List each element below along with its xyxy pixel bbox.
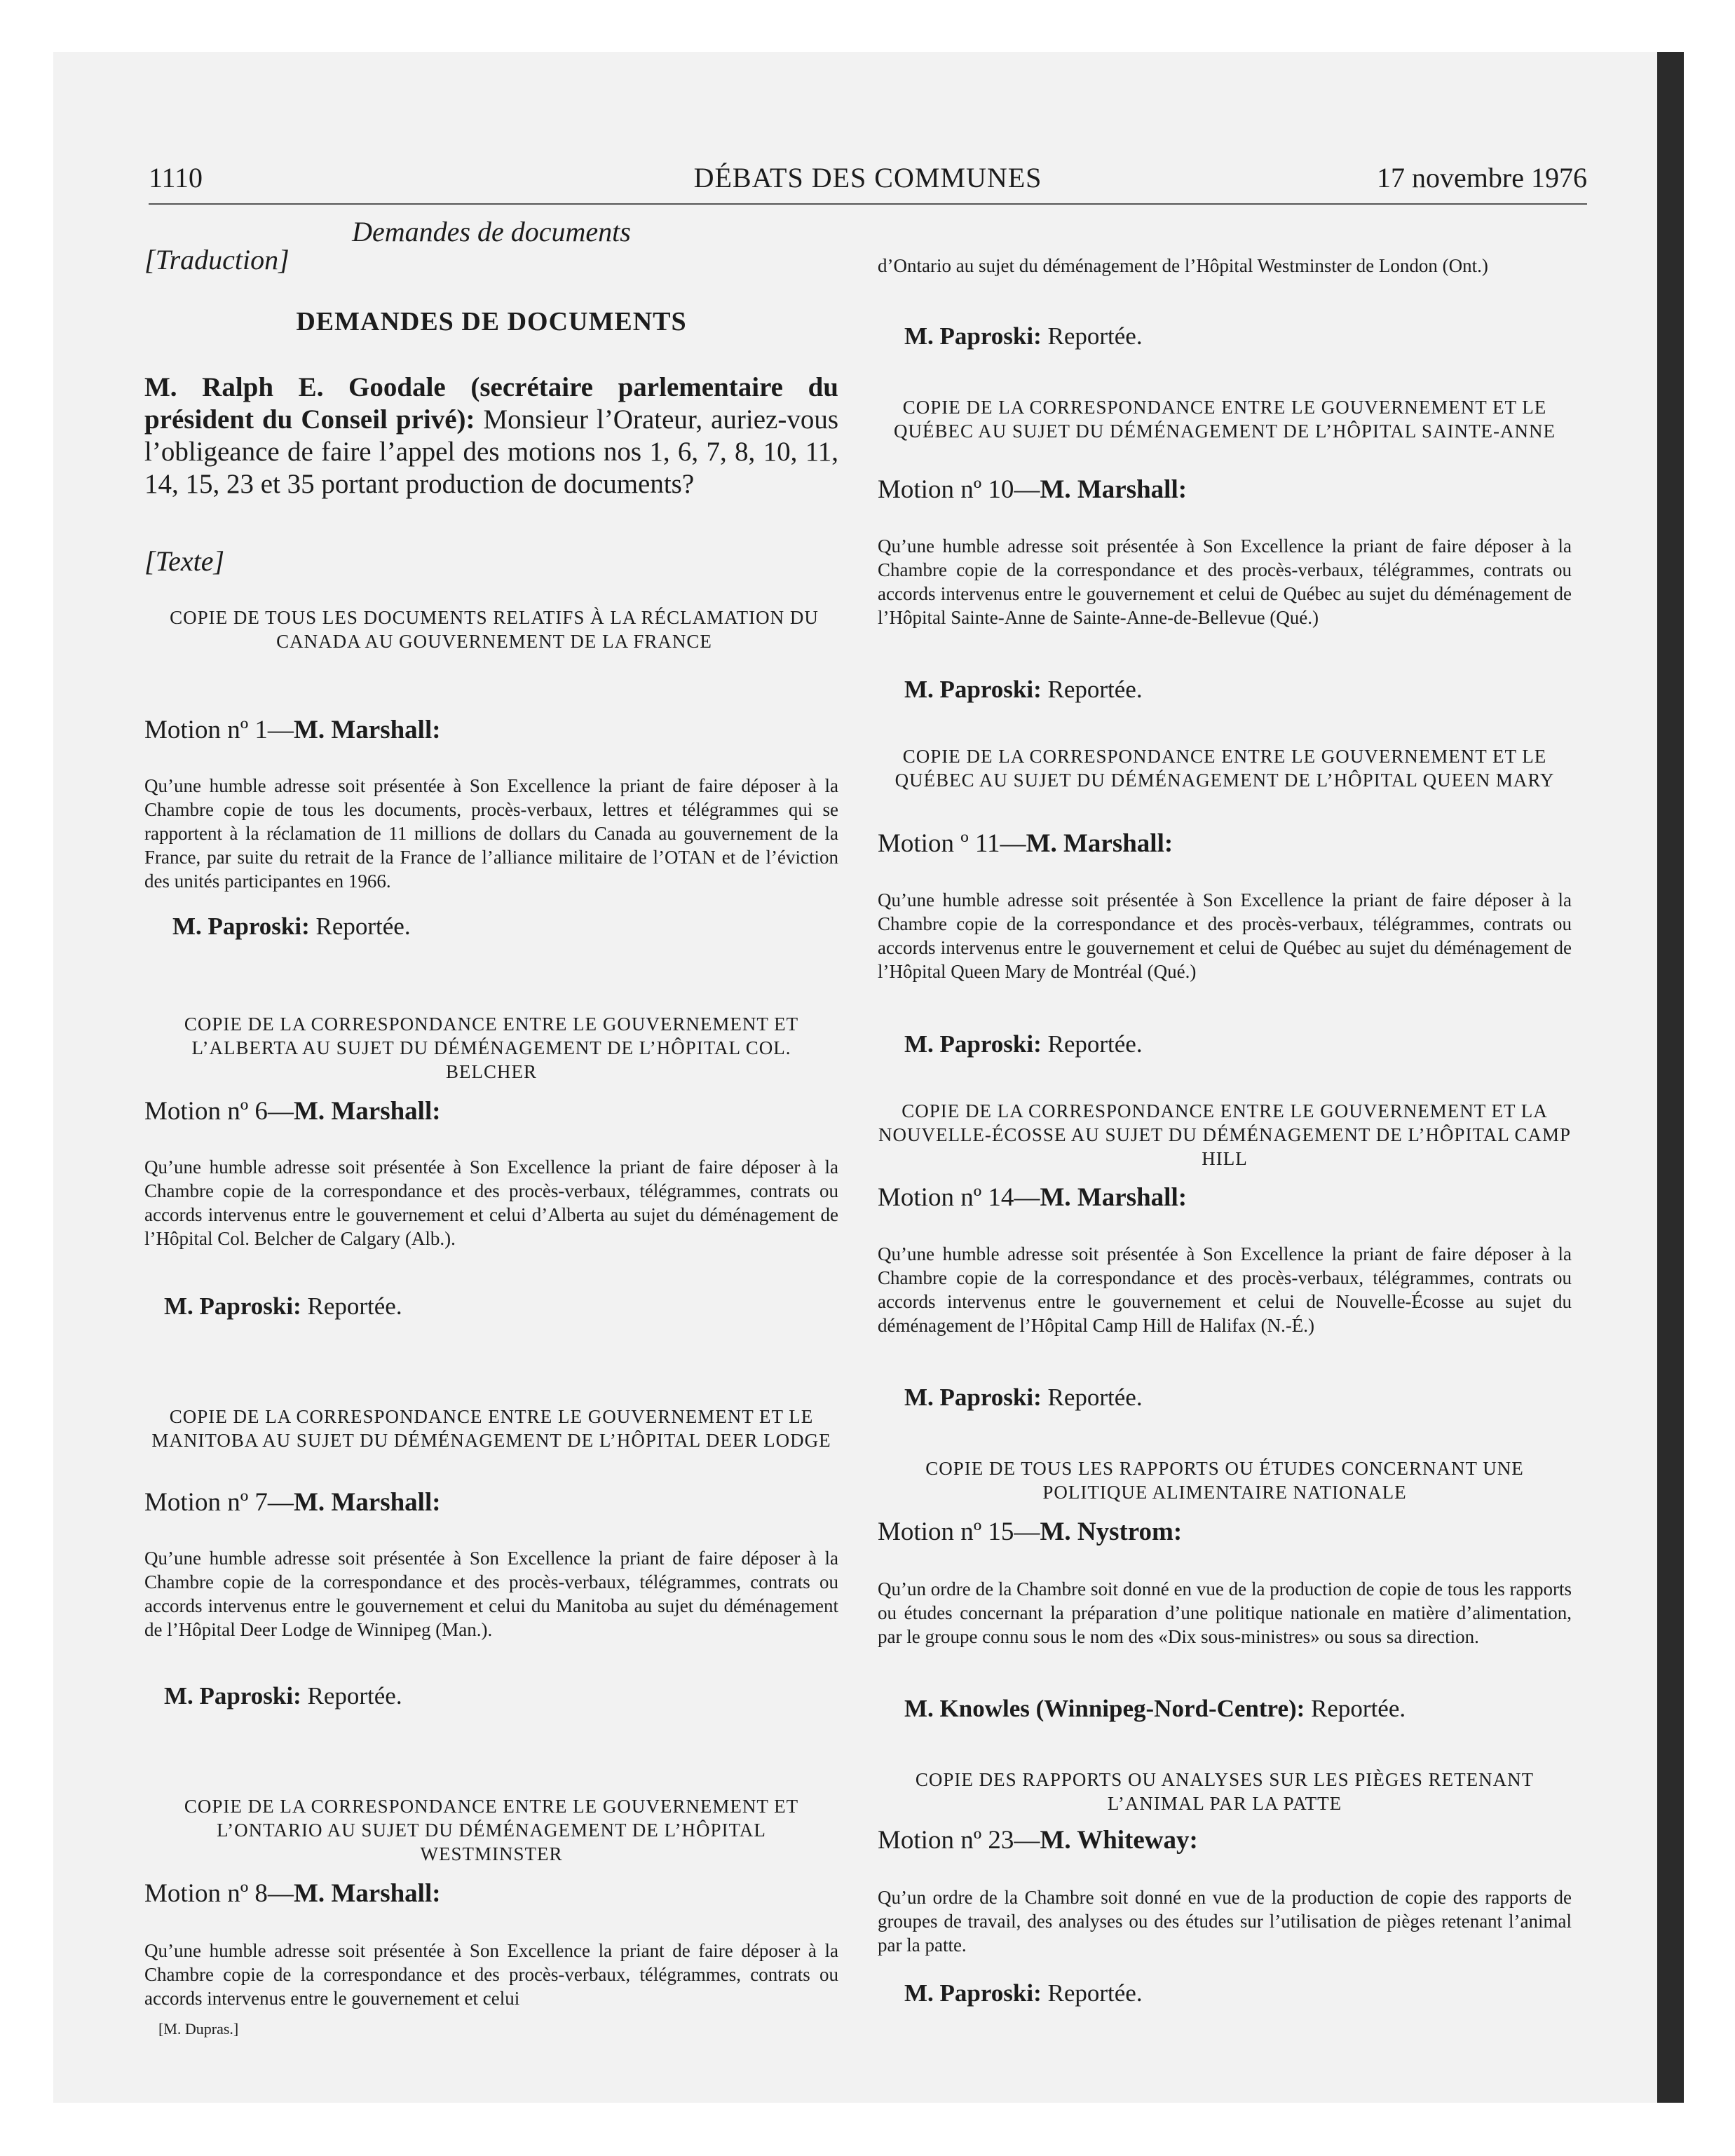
motion-number: Motion º 11— xyxy=(878,829,1026,858)
responder: M. Paproski: xyxy=(164,1292,301,1320)
motion-text: Qu’un ordre de la Chambre soit donné en vue de la production de copie des rapports de groupes de travail, des analyses ou des études sur l’utilisation de pièges retenant l’animal par la patte. xyxy=(878,1887,1572,1956)
motion-mover: M. Marshall: xyxy=(293,1488,441,1517)
motion-line xyxy=(144,1878,838,1909)
running-head: Demandes de documents xyxy=(352,216,631,247)
motion-line xyxy=(878,475,1572,505)
motion-number: Motion nº 15— xyxy=(878,1517,1040,1546)
page-number: 1110 xyxy=(149,162,203,193)
motion-number: Motion nº 10— xyxy=(878,475,1040,504)
motion-text: Qu’une humble adresse soit présentée à Son Excellence la priant de faire déposer à la Chambre copie de la correspondance et des procès-verbaux, télégrammes, contrats ou accords intervenus entre le gouvernement et celui de Nouvelle-Écosse au sujet du déménagement de l’Hôpital Camp Hill de Halifax (N.-É.) xyxy=(878,1243,1572,1336)
response: Reportée. xyxy=(307,1292,402,1320)
motion-line xyxy=(878,828,1572,859)
response: Reportée. xyxy=(1047,1030,1143,1058)
motion-line xyxy=(144,1487,838,1517)
motion-text: Qu’une humble adresse soit présentée à Son Excellence la priant de faire déposer à la Chambre copie de la correspondance et des procès-verbaux, télégrammes, contrats ou accords intervenus entre le gouvernement et celui de Québec au sujet du déménagement de l’Hôpital Sainte-Anne de Sainte-Anne-de-Bellevue (Qué.) xyxy=(878,535,1572,628)
intro-text: Monsieur l’Orateur, auriez-vous l’obligeance de faire l’appel des motions nos 1, 6, 7, 8, 10, 11, 14, 15, 23 et 35 portant production de documents? xyxy=(144,404,839,499)
response: Reportée. xyxy=(307,1682,402,1710)
item-heading: COPIE DE TOUS LES RAPPORTS OU ÉTUDES CONCERNANT UNE POLITIQUE ALIMENTAIRE NATIONALE xyxy=(925,1458,1524,1503)
response-line xyxy=(878,322,1572,350)
responder: M. Paproski: xyxy=(904,1384,1042,1411)
item-heading: COPIE DE TOUS LES DOCUMENTS RELATIFS À LA RÉCLAMATION DU CANADA AU GOUVERNEMENT DE LA FRANCE xyxy=(170,607,819,652)
motion-mover: M. Whiteway: xyxy=(1040,1826,1198,1855)
response-line xyxy=(878,1979,1572,2007)
item-heading: COPIE DES RAPPORTS OU ANALYSES SUR LES PIÈGES RETENANT L’ANIMAL PAR LA PATTE xyxy=(915,1769,1535,1814)
motion-text: Qu’un ordre de la Chambre soit donné en vue de la production de copie de tous les rapports ou études concernant la préparation d’une politique nationale en matière d’alimentation, par le groupe connu sous le nom des «Dix sous-ministres» ou sous sa direction. xyxy=(878,1578,1572,1647)
responder: M. Paproski: xyxy=(164,1682,301,1710)
motion-text: Qu’une humble adresse soit présentée à Son Excellence la priant de faire déposer à la Chambre copie de tous les documents, procès-verbaux, lettres et télégrammes qui se rapportent à la réclamation de 11 millions de dollars du Canada au gouvernement de la France, par suite du retrait de la France de l’alliance militaire de l’OTAN et de l’éviction des unités participantes en 1966. xyxy=(144,775,838,892)
responder: M. Paproski: xyxy=(904,322,1042,350)
right-column xyxy=(878,205,1572,2055)
response-line xyxy=(144,1682,838,1710)
page-header xyxy=(149,161,1587,205)
response: Reportée. xyxy=(1047,1979,1143,2007)
scan-edge xyxy=(1657,52,1684,2103)
motion-mover: M. Marshall: xyxy=(293,716,441,744)
responder: M. Paproski: xyxy=(904,676,1042,703)
item-heading: COPIE DE LA CORRESPONDANCE ENTRE LE GOUVERNEMENT ET L’ONTARIO AU SUJET DU DÉMÉNAGEMENT DE L’HÔPITAL WESTMINSTER xyxy=(184,1796,799,1864)
item-heading: COPIE DE LA CORRESPONDANCE ENTRE LE GOUVERNEMENT ET LE QUÉBEC AU SUJET DU DÉMÉNAGEMENT DE L’HÔPITAL QUEEN MARY xyxy=(894,746,1555,791)
response: Reportée. xyxy=(1311,1695,1406,1722)
motion-number: Motion nº 14— xyxy=(878,1183,1040,1212)
response: Reportée. xyxy=(1047,322,1143,350)
motion-mover: M. Marshall: xyxy=(1040,1183,1188,1212)
continuation-text: d’Ontario au sujet du déménagement de l’Hôpital Westminster de London (Ont.) xyxy=(878,255,1488,276)
motion-number: Motion nº 1— xyxy=(144,716,294,744)
motion-line xyxy=(878,1825,1572,1855)
responder: M. Paproski: xyxy=(172,913,310,940)
page-footer: [M. Dupras.] xyxy=(158,2020,239,2038)
publication-title: DÉBATS DES COMMUNES xyxy=(693,162,1042,193)
response-line xyxy=(144,913,838,941)
motion-text: Qu’une humble adresse soit présentée à Son Excellence la priant de faire déposer à la Chambre copie de la correspondance et des procès-verbaux, télégrammes, contrats ou accords intervenus entre le gouvernement et celui du Manitoba au sujet du déménagement de l’Hôpital Deer Lodge de Winnipeg (Man.). xyxy=(144,1548,838,1640)
left-column xyxy=(144,205,838,2055)
response-line xyxy=(878,676,1572,704)
response: Reportée. xyxy=(315,913,411,940)
responder: M. Paproski: xyxy=(904,1030,1042,1058)
intro-paragraph xyxy=(144,371,838,500)
motion-text: Qu’une humble adresse soit présentée à Son Excellence la priant de faire déposer à la Chambre copie de la correspondance et des procès-verbaux, télégrammes, contrats ou accords intervenus entre le gouvernement et celui d’Alberta au sujet du déménagement de l’Hôpital Col. Belcher de Calgary (Alb.). xyxy=(144,1157,838,1249)
motion-mover: M. Nystrom: xyxy=(1040,1517,1183,1546)
text-note: [Texte] xyxy=(144,545,225,577)
motion-mover: M. Marshall: xyxy=(293,1879,441,1908)
response-line xyxy=(878,1384,1572,1412)
intro-speaker: M. Ralph E. Goodale (secrétaire parlementaire du président du Conseil privé): xyxy=(144,372,838,435)
motion-line xyxy=(144,1096,838,1126)
motion-mover: M. Marshall: xyxy=(1026,829,1173,858)
response: Reportée. xyxy=(1047,1384,1143,1411)
publication-date: 17 novembre 1976 xyxy=(1377,162,1587,193)
item-heading: COPIE DE LA CORRESPONDANCE ENTRE LE GOUVERNEMENT ET LA NOUVELLE-ÉCOSSE AU SUJET DU DÉMÉNAGEMENT DE L’HÔPITAL CAMP HILL xyxy=(878,1100,1572,1169)
section-title: DEMANDES DE DOCUMENTS xyxy=(296,307,687,336)
response-line xyxy=(878,1030,1572,1058)
translation-note: [Traduction] xyxy=(144,244,290,275)
item-heading: COPIE DE LA CORRESPONDANCE ENTRE LE GOUVERNEMENT ET L’ALBERTA AU SUJET DU DÉMÉNAGEMENT DE L’HÔPITAL COL. BELCHER xyxy=(184,1014,799,1082)
motion-number: Motion nº 8— xyxy=(144,1879,294,1908)
responder: M. Paproski: xyxy=(904,1979,1042,2007)
motion-text: Qu’une humble adresse soit présentée à Son Excellence la priant de faire déposer à la Chambre copie de la correspondance et des procès-verbaux, télégrammes, contrats ou accords intervenus entre le gouvernement et celui xyxy=(144,1940,838,2009)
response-line xyxy=(878,1695,1572,1723)
motion-number: Motion nº 7— xyxy=(144,1488,294,1517)
motion-number: Motion nº 6— xyxy=(144,1097,294,1126)
motion-number: Motion nº 23— xyxy=(878,1826,1040,1855)
motion-line xyxy=(878,1517,1572,1547)
item-heading: COPIE DE LA CORRESPONDANCE ENTRE LE GOUVERNEMENT ET LE MANITOBA AU SUJET DU DÉMÉNAGEMENT DE L’HÔPITAL DEER LODGE xyxy=(151,1406,831,1451)
item-heading: COPIE DE LA CORRESPONDANCE ENTRE LE GOUVERNEMENT ET LE QUÉBEC AU SUJET DU DÉMÉNAGEMENT DE L’HÔPITAL SAINTE-ANNE xyxy=(893,397,1556,442)
motion-line xyxy=(144,715,838,745)
response-line xyxy=(144,1292,838,1321)
motion-line xyxy=(878,1182,1572,1213)
response: Reportée. xyxy=(1047,676,1143,703)
motion-mover: M. Marshall: xyxy=(1040,475,1188,504)
motion-mover: M. Marshall: xyxy=(293,1097,441,1126)
responder: M. Knowles (Winnipeg-Nord-Centre): xyxy=(904,1695,1305,1722)
motion-text: Qu’une humble adresse soit présentée à Son Excellence la priant de faire déposer à la Chambre copie de la correspondance et des procès-verbaux, télégrammes, contrats ou accords intervenus entre le gouvernement et celui de Québec au sujet du déménagement de l’Hôpital Queen Mary de Montréal (Qué.) xyxy=(878,889,1572,982)
